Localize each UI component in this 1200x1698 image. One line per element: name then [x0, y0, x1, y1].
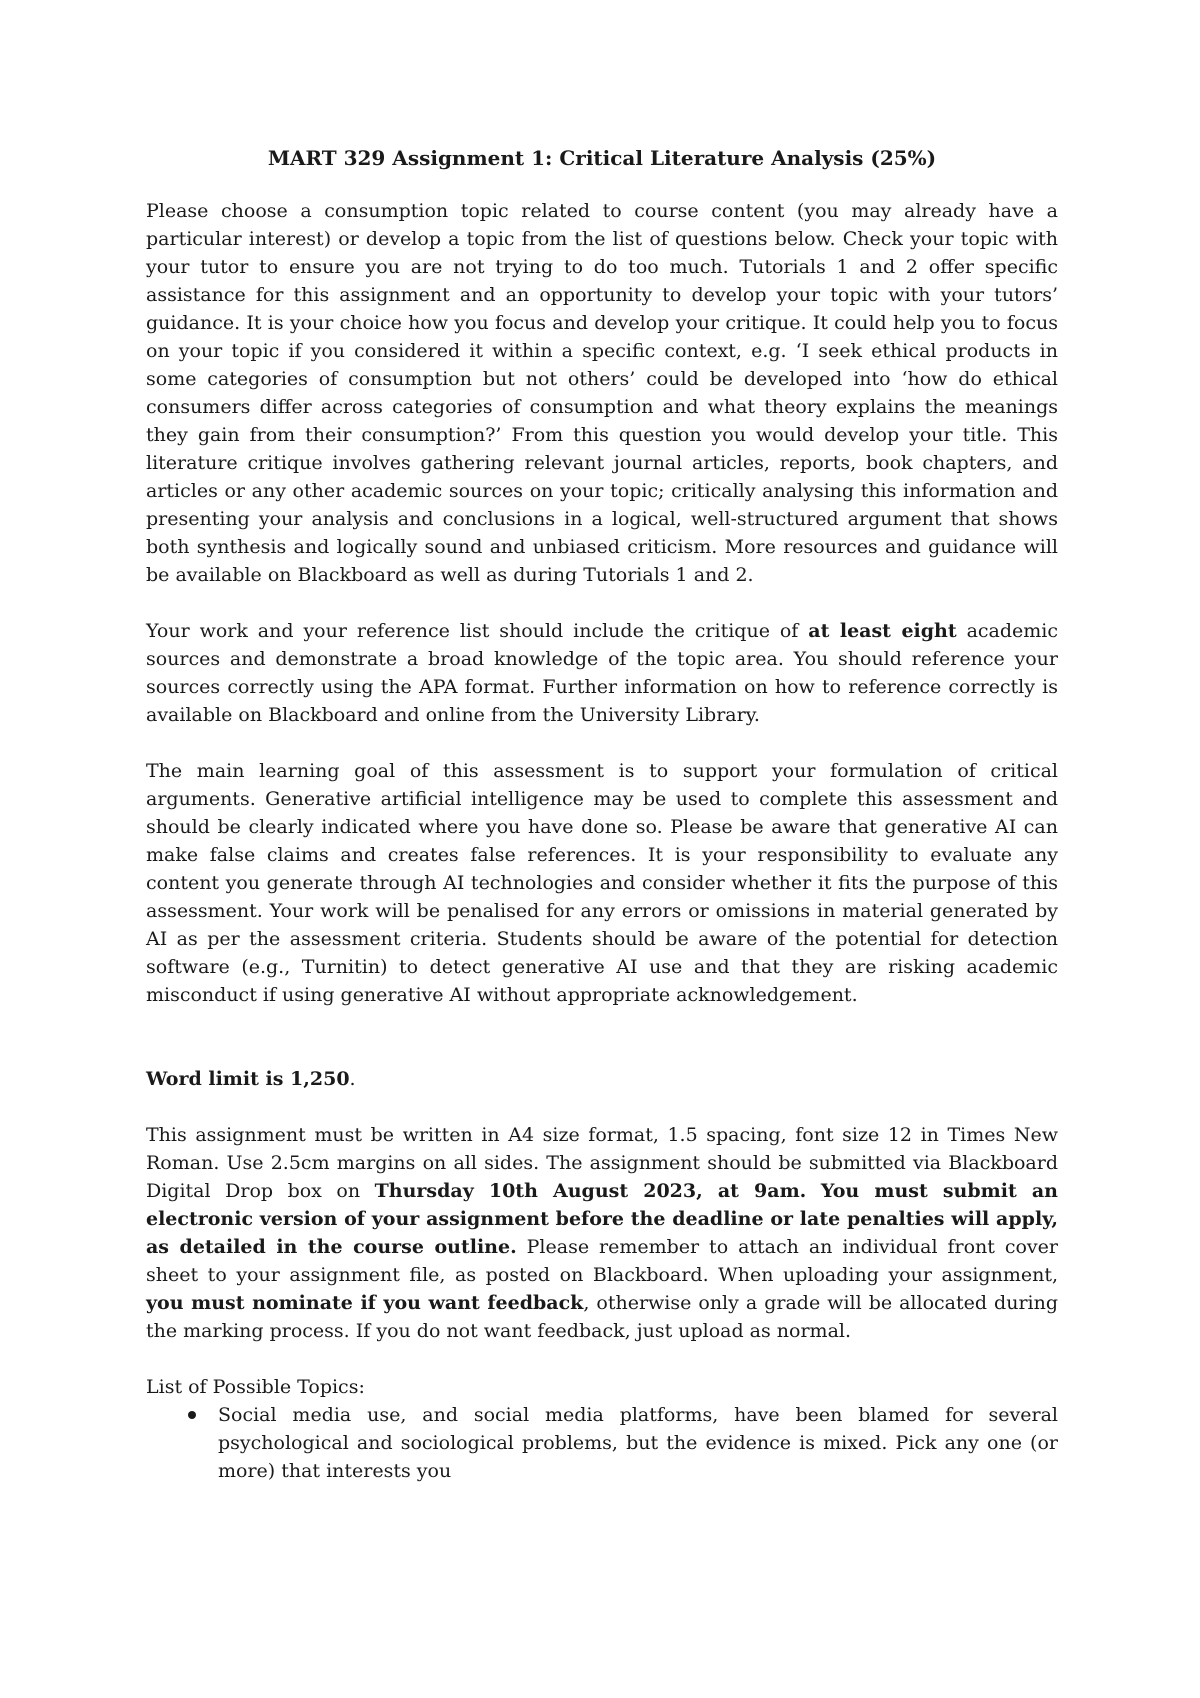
- topic-item: [146, 1401, 1058, 1485]
- submission-deadline: Thursday 10th August 2023, at 9am.: [374, 1180, 807, 1202]
- references-text-2: academic sources and demonstrate a broad knowledge of the topic area. You should reference your sources correctly using the APA format. Further information on how to reference correctly is available on Blackboard and online from the University Library.: [146, 620, 1059, 726]
- submission-feedback-note: you must nominate if you want feedback: [146, 1292, 584, 1314]
- references-paragraph: [146, 617, 1058, 729]
- intro-paragraph: Please choose a consumption topic related to course content (you may already have a particular interest) or develop a topic from the list of questions below. Check your topic with your tutor to ensure you are not trying to do too much. Tutorials 1 and 2 offer specific assistance for this assignment and an opportunity to develop your topic with your tutors’ guidance. It is your choice how you focus and develop your critique. It could help you to focus on your topic if you considered it within a specific context, e.g. ‘I seek ethical products in some categories of consumption but not others’ could be developed into ‘how do ethical consumers differ across categories of consumption and what theory explains the meanings they gain from their consumption?’ From this question you would develop your title. This literature critique involves gathering relevant journal articles, reports, book chapters, and articles or any other academic sources on your topic; critically analysing this information and presenting your analysis and conclusions in a logical, well-structured argument that shows both synthesis and logically sound and unbiased criticism. More resources and guidance will be available on Blackboard as well as during Tutorials 1 and 2.: [146, 200, 1058, 586]
- word-limit-text: Word limit is 1,250: [146, 1068, 350, 1090]
- references-text-1: Your work and your reference list should include the critique of: [146, 620, 809, 642]
- bullet-icon: [188, 1411, 196, 1419]
- topics-heading: List of Possible Topics:: [146, 1376, 365, 1398]
- submission-text-1: This assignment must be written in A4 size format, 1.5 spacing, font size 12 in Times New Roman. Use 2.5cm margins on all sides. The assignment should be submitted via Blackboard Digital Drop box on: [146, 1124, 1058, 1202]
- document-title: MART 329 Assignment 1: Critical Literature Analysis (25%): [267, 146, 937, 170]
- word-limit: [146, 1065, 1058, 1093]
- submission-space: [806, 1180, 821, 1202]
- topic-item-text: Social media use, and social media platforms, have been blamed for several psychological and sociological problems, but the evidence is mixed. Pick any one (or more) that interests you: [218, 1404, 1058, 1482]
- topics-list: [146, 1401, 1058, 1485]
- word-limit-period: .: [349, 1068, 356, 1090]
- document-body: [146, 144, 1058, 1485]
- submission-text-2: Please remember to attach an individual front cover sheet to your assignment file, as posted on Blackboard. When uploading your assignment,: [146, 1236, 1058, 1286]
- submission-late-penalty: You must submit an electronic version of your assignment before the deadline or late penalties will apply, as detailed in the course outline.: [146, 1180, 1058, 1258]
- submission-text-3: , otherwise only a grade will be allocated during the marking process. If you do not want feedback, just upload as normal.: [146, 1292, 1059, 1342]
- references-emphasis: at least eight: [808, 620, 957, 642]
- ai-policy-paragraph: The main learning goal of this assessment is to support your formulation of critical arguments. Generative artificial intelligence may be used to complete this assessment and should be clearly indicated where you have done so. Please be aware that generative AI can make false claims and creates false references. It is your responsibility to evaluate any content you generate through AI technologies and consider whether it fits the purpose of this assessment. Your work will be penalised for any errors or omissions in material generated by AI as per the assessment criteria. Students should be aware of the potential for detection software (e.g., Turnitin) to detect generative AI use and that they are risking academic misconduct if using generative AI without appropriate acknowledgement.: [146, 760, 1058, 1006]
- submission-paragraph: [146, 1121, 1058, 1345]
